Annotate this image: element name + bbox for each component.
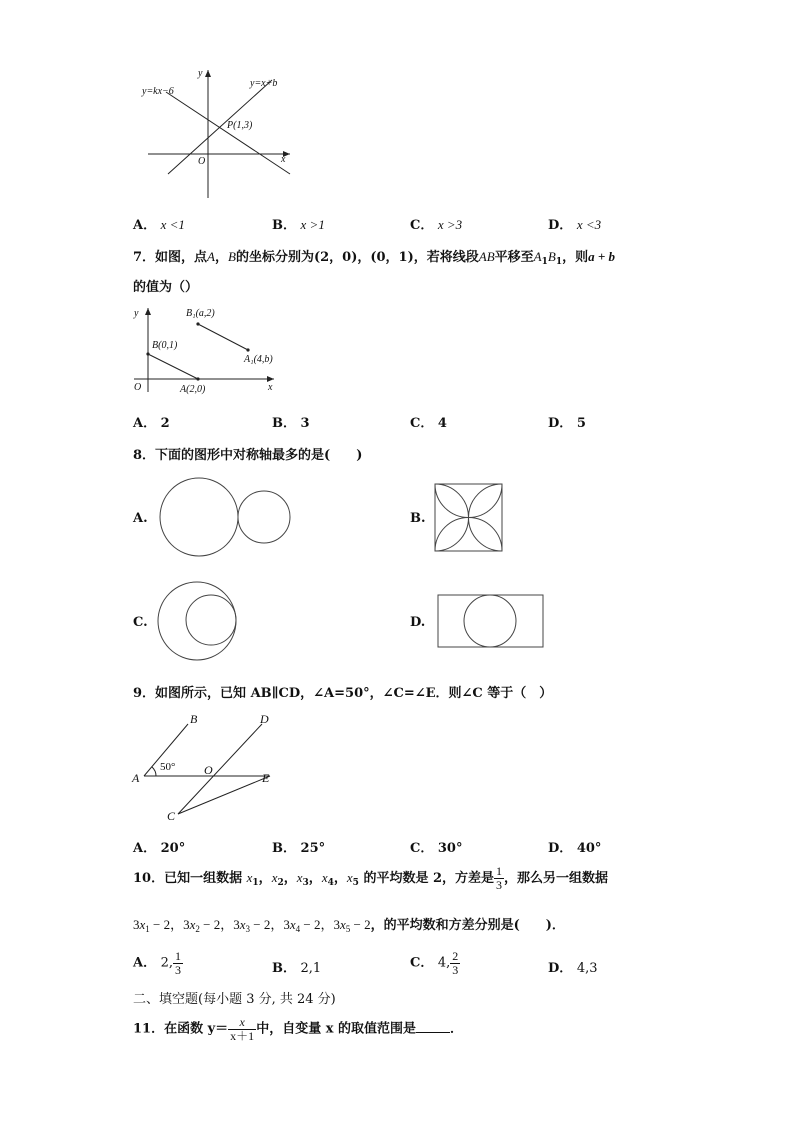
q10-option-a[interactable]: A． 2, $\frac{1}{3}$ <box>133 949 182 977</box>
section-2-title: 二、填空题(每小题 3 分, 共 24 分) <box>133 992 336 1007</box>
q9-label-b: B <box>190 712 198 726</box>
q6-line1-label: y=kx−6 <box>142 86 174 97</box>
q6-origin-label: O <box>198 156 206 167</box>
q7-b1-label: B₁(a,2) <box>186 308 215 319</box>
q7-option-c[interactable]: C． 4 <box>410 416 447 431</box>
q6-line-xb <box>168 80 272 174</box>
q8-option-d-label[interactable]: D. <box>410 615 426 630</box>
q6-line2-label: y=x+b <box>250 78 278 89</box>
q7-stem-line2: 的值为（） <box>133 280 199 295</box>
q8-option-a-label[interactable]: A. <box>133 511 148 526</box>
q9-label-o: O <box>204 763 213 777</box>
q9-option-d[interactable]: D． 40° <box>548 841 602 856</box>
q6-option-d[interactable]: D． x <3 <box>548 217 602 233</box>
q10-stem-line2: $3x_1 - 2$，$3x_2 - 2$，$3x_3 - 2$，$3x_4 - 2$，$3x_5 - 2$，的平均数和方差分别是( )． <box>133 917 565 934</box>
q6-point-label: P(1,3) <box>227 120 253 131</box>
q10-option-c[interactable]: C． 4, $\frac{2}{3}$ <box>410 949 459 977</box>
q10-option-d[interactable]: D． 4,3 <box>548 961 598 976</box>
q8-option-c-label[interactable]: C. <box>133 615 148 630</box>
q8-figure-c[interactable] <box>155 580 241 662</box>
q10-stem-line1: 10．已知一组数据 $x_1$，$x_2$，$x_3$，$x_4$，$x_5$ 的平均数是 2，方差是 $\frac{1}{3}$ ，那么另一组数据 <box>133 864 609 892</box>
q11-stem: 11．在函数 y＝ $\frac{x}{x+1}$ 中，自变量 x 的取值范围是 ． <box>133 1015 464 1043</box>
q8-figure-b[interactable] <box>433 482 505 554</box>
q7-option-d[interactable]: D． 5 <box>548 416 586 431</box>
q7-a-label: A(2,0) <box>180 384 206 395</box>
q8-figure-d[interactable] <box>435 592 547 650</box>
q8-figure-a[interactable] <box>155 474 295 560</box>
q9-label-d: D <box>260 712 269 726</box>
q7-option-a[interactable]: A． 2 <box>133 416 170 431</box>
q6-y-label: y <box>198 68 203 79</box>
q7-y-label: y <box>134 308 139 319</box>
q9-graph <box>130 710 290 822</box>
q9-label-a: A <box>132 771 140 785</box>
q7-origin-label: O <box>134 382 142 393</box>
q8-stem: 8．下面的图形中对称轴最多的是( ) <box>133 448 363 463</box>
q9-label-c: C <box>167 809 176 822</box>
q9-angle-label: 50° <box>160 761 176 773</box>
q6-option-a[interactable]: A． x <1 <box>133 217 185 233</box>
q6-graph <box>130 62 300 202</box>
q7-x-label: x <box>268 382 273 393</box>
q8-option-b-label[interactable]: B. <box>410 511 426 526</box>
q6-line-kx <box>166 92 290 174</box>
q6-option-c[interactable]: C． x >3 <box>410 217 463 233</box>
q9-label-e: E <box>262 771 270 785</box>
q7-segment-ab <box>148 354 198 379</box>
q9-option-a[interactable]: A． 20° <box>133 841 186 856</box>
q11-answer-blank[interactable] <box>416 1020 450 1033</box>
q9-option-b[interactable]: B． 25° <box>272 841 326 856</box>
q9-stem: 9．如图所示，已知 AB∥CD，∠A=50°，∠C=∠E．则∠C 等于（ ） <box>133 686 553 701</box>
q7-segment-a1b1 <box>198 324 248 350</box>
q7-option-b[interactable]: B． 3 <box>272 416 310 431</box>
q9-option-c[interactable]: C． 30° <box>410 841 463 856</box>
q7-a1-label: A₁(4,b) <box>244 354 273 365</box>
q7-b-label: B(0,1) <box>152 340 178 351</box>
q7-graph <box>128 302 288 398</box>
q6-option-b[interactable]: B． x >1 <box>272 217 325 233</box>
q10-option-b[interactable]: B． 2,1 <box>272 961 322 976</box>
q7-stem-line1: 7．如图，点A，B的坐标分别为(2，0)，(0，1)，若将线段AB平移至$A_1B_1$，则a + b <box>133 249 616 267</box>
q6-x-label: x <box>281 154 286 165</box>
